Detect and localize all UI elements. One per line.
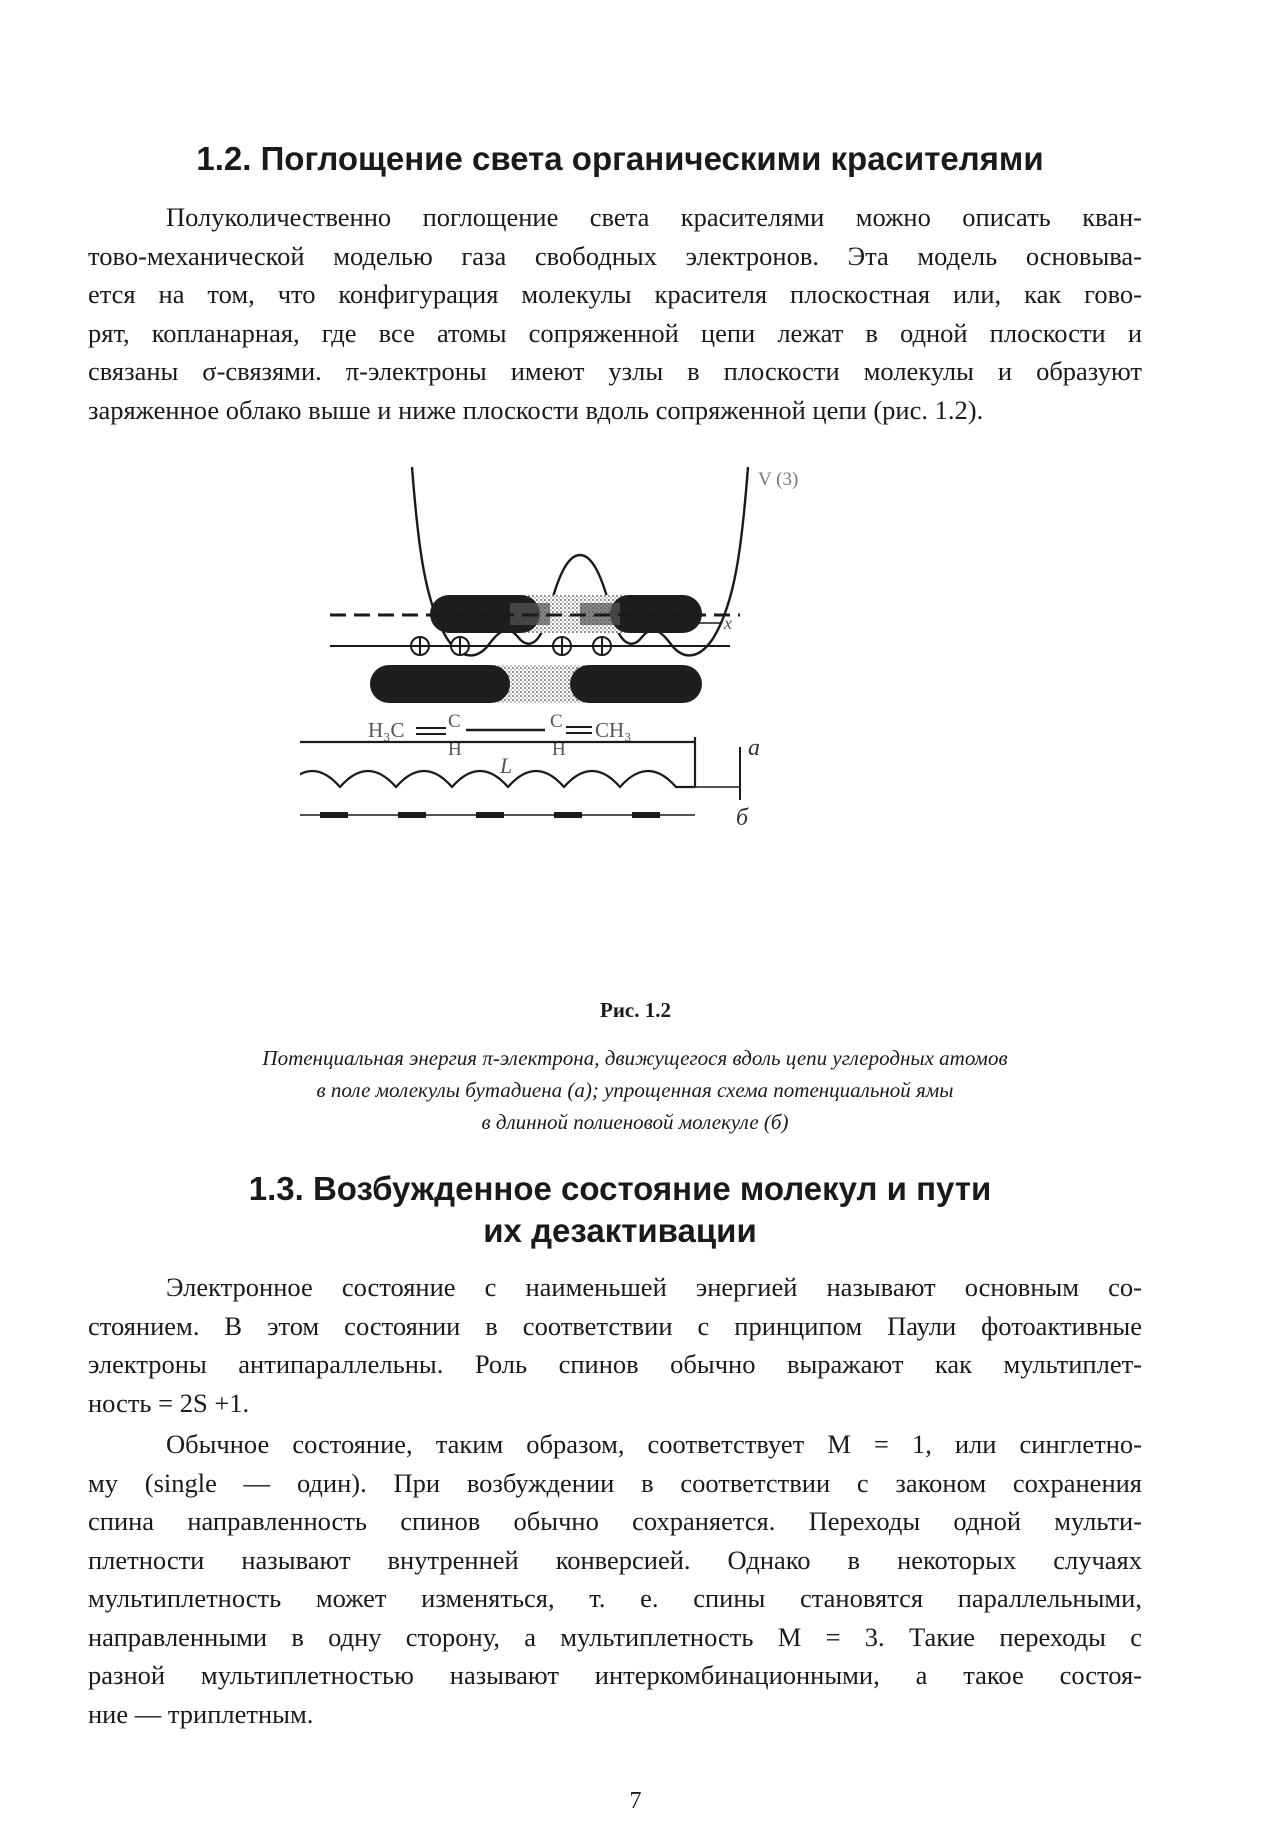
text-line: Полуколичественно поглощение света красителями можно описать кван-: [166, 202, 1142, 232]
figure-1-2: [300, 455, 950, 975]
electron-cloud-upper: [430, 595, 702, 633]
heading-line: 1.3. Возбужденное состояние молекул и пути: [248, 1170, 992, 1207]
caption-line: в поле молекулы бутадиена (а); упрощенная схема потенциальной ямы: [316, 1078, 954, 1102]
text-line: спина направленность спинов обычно сохраняется. Переходы одной мульти-: [88, 1506, 1142, 1536]
section-heading-1-2: 1.2. Поглощение света органическими красителями: [196, 140, 1044, 177]
atom-plus: [411, 637, 429, 655]
heading-line: их дезактивации: [483, 1212, 757, 1249]
text-line: направленными в одну сторону, а мультиплетность M = 3. Такие переходы с: [88, 1621, 1142, 1652]
figure-caption: [120, 1042, 1150, 1138]
text-line: рят, копланарная, где все атомы сопряженной цепи лежат в одной плоскости и: [88, 317, 1142, 348]
text-line: разной мультиплетностью называют интеркомбинационными, а такое состоя-: [88, 1660, 1142, 1690]
electron-cloud-lower: [370, 665, 702, 703]
text-line: стоянием. В этом состоянии в соответствии с принципом Паули фотоактивные: [88, 1310, 1142, 1341]
text-line: Обычное состояние, таким образом, соответствует M = 1, или синглетно-: [166, 1429, 1142, 1459]
formula-c1: C: [448, 711, 461, 732]
panel-label-a: а: [748, 735, 760, 761]
length-label: L: [500, 753, 513, 778]
paragraph-dye-absorption: [88, 198, 1142, 429]
panel-label-b: б: [736, 805, 749, 831]
page-number: 7: [629, 1788, 642, 1814]
paragraph-ground-state: [88, 1268, 1142, 1422]
potential-label: V (3): [758, 469, 799, 490]
potential-well-b: [300, 737, 740, 818]
paragraph-multiplicity: [88, 1425, 1142, 1733]
text-line: ние — триплетным.: [88, 1698, 314, 1729]
text-line: тово-механической моделью газа свободных электронов. Эта модель основыва-: [88, 240, 1142, 271]
text-line: мультиплетность может изменяться, т. е. спины становятся параллельными,: [88, 1583, 1142, 1613]
text-line: заряженное облако выше и ниже плоскости вдоль сопряженной цепи (рис. 1.2).: [88, 394, 984, 425]
text-line: ность = 2S +1.: [88, 1387, 250, 1418]
text-line: му (single — один). При возбуждении в соответствии с законом сохранения: [88, 1467, 1142, 1498]
text-line: плетности называют внутренней конверсией. Однако в некоторых случаях: [88, 1544, 1142, 1575]
x-axis-label: x: [724, 613, 732, 633]
section-heading-1-3: [90, 1168, 1150, 1252]
formula-c2: C: [550, 711, 563, 732]
text-line: связаны σ-связями. π-электроны имеют узлы в плоскости молекулы и образуют: [88, 356, 1142, 386]
text-line: ется на том, что конфигурация молекулы красителя плоскостная или, как гово-: [88, 279, 1142, 309]
figure-title: Рис. 1.2: [600, 998, 671, 1022]
text-line: электроны антипараллельны. Роль спинов обычно выражают как мультиплет-: [88, 1349, 1142, 1379]
formula-h1: H: [448, 739, 462, 760]
atom-plus: [553, 637, 571, 655]
text-line: Электронное состояние с наименьшей энергией называют основным со-: [166, 1272, 1142, 1302]
atom-plus: [593, 637, 611, 655]
formula-ch3: CH₃: [595, 718, 632, 742]
formula-h3c: H₃C: [368, 718, 405, 742]
caption-line: Потенциальная энергия π-электрона, движущегося вдоль цепи углеродных атомов: [262, 1046, 1008, 1070]
atom-plus: [451, 637, 469, 655]
caption-line: в длинной полиеновой молекуле (б): [481, 1110, 789, 1134]
formula-h2: H: [552, 739, 566, 760]
